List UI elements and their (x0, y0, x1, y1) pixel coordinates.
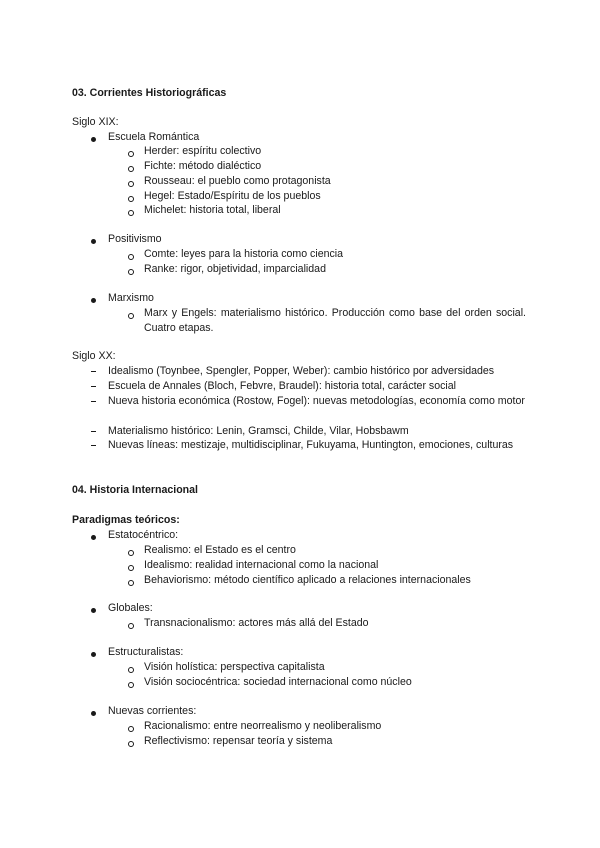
section-heading: 04. Historia Internacional (72, 484, 198, 496)
bullet-circle-icon (128, 682, 134, 688)
bullet-circle-icon (128, 550, 134, 556)
list-item: Materialismo histórico: Lenin, Gramsci, Childe, Vilar, Hobsbawm (108, 425, 409, 437)
list-item: Idealismo (Toynbee, Spengler, Popper, Weber): cambio histórico por adversidades (108, 365, 495, 377)
list-item: Realismo: el Estado es el centro (144, 544, 296, 556)
list-item: Visión sociocéntrica: sociedad internacional como núcleo (144, 676, 412, 688)
bullet-circle-icon (128, 623, 134, 629)
bullet-circle-icon (128, 210, 134, 216)
list-item: Idealismo: realidad internacional como la nacional (144, 559, 379, 571)
bullet-circle-icon (128, 580, 134, 586)
list-item: Fichte: método dialéctico (144, 160, 262, 172)
bullet-circle-icon (128, 166, 134, 172)
bullet-circle-icon (128, 741, 134, 747)
list-item: Racionalismo: entre neorrealismo y neoliberalismo (144, 720, 382, 732)
bullet-dot-icon (91, 535, 96, 540)
bullet-dot-icon (91, 711, 96, 716)
dash-icon (91, 431, 96, 432)
bullet-circle-icon (128, 254, 134, 260)
list-item: Herder: espíritu colectivo (144, 145, 262, 157)
list-item: Escuela de Annales (Bloch, Febvre, Braudel): historia total, carácter social (108, 380, 457, 392)
list-item: Globales: (108, 602, 153, 614)
bullet-circle-icon (128, 313, 134, 319)
list-item: Nuevas líneas: mestizaje, multidisciplinar, Fukuyama, Huntington, emociones, culturas (108, 439, 514, 451)
list-item: Ranke: rigor, objetividad, imparcialidad (144, 263, 326, 275)
list-item: Michelet: historia total, liberal (144, 204, 281, 216)
list-item: Estatocéntrico: (108, 529, 179, 541)
bullet-dot-icon (91, 298, 96, 303)
section-heading: 03. Corrientes Historiográficas (72, 87, 227, 99)
bullet-circle-icon (128, 196, 134, 202)
bullet-circle-icon (128, 565, 134, 571)
dash-icon (91, 386, 96, 387)
bullet-dot-icon (91, 239, 96, 244)
list-item: Visión holística: perspectiva capitalista (144, 661, 325, 673)
list-item: Marx y Engels: materialismo histórico. Producción como base del orden social. Cuatro etapas. (144, 307, 526, 334)
list-item: Escuela Romántica (108, 131, 200, 143)
list-item: Transnacionalismo: actores más allá del Estado (144, 617, 369, 629)
dash-icon (91, 371, 96, 372)
dash-icon (91, 401, 96, 402)
bullet-circle-icon (128, 269, 134, 275)
list-item: Estructuralistas: (108, 646, 184, 658)
list-item: Positivismo (108, 233, 162, 245)
bullet-circle-icon (128, 181, 134, 187)
bullet-dot-icon (91, 652, 96, 657)
list-item: Hegel: Estado/Espíritu de los pueblos (144, 190, 321, 202)
list-item: Reflectivismo: repensar teoría y sistema (144, 735, 333, 747)
list-item: Nuevas corrientes: (108, 705, 197, 717)
subheading: Paradigmas teóricos: (72, 514, 180, 526)
list-item: Marxismo (108, 292, 154, 304)
bullet-dot-icon (91, 137, 96, 142)
list-item: Behaviorismo: método científico aplicado a relaciones internacionales (144, 574, 471, 586)
bullet-circle-icon (128, 151, 134, 157)
bullet-circle-icon (128, 667, 134, 673)
dash-icon (91, 445, 96, 446)
list-item: Nueva historia económica (Rostow, Fogel): nuevas metodologías, economía como motor (108, 395, 525, 407)
list-item: Comte: leyes para la historia como ciencia (144, 248, 344, 260)
bullet-circle-icon (128, 726, 134, 732)
bullet-dot-icon (91, 608, 96, 613)
century-label: Siglo XIX: (72, 116, 119, 128)
list-item: Rousseau: el pueblo como protagonista (144, 175, 331, 187)
century-label: Siglo XX: (72, 350, 116, 362)
